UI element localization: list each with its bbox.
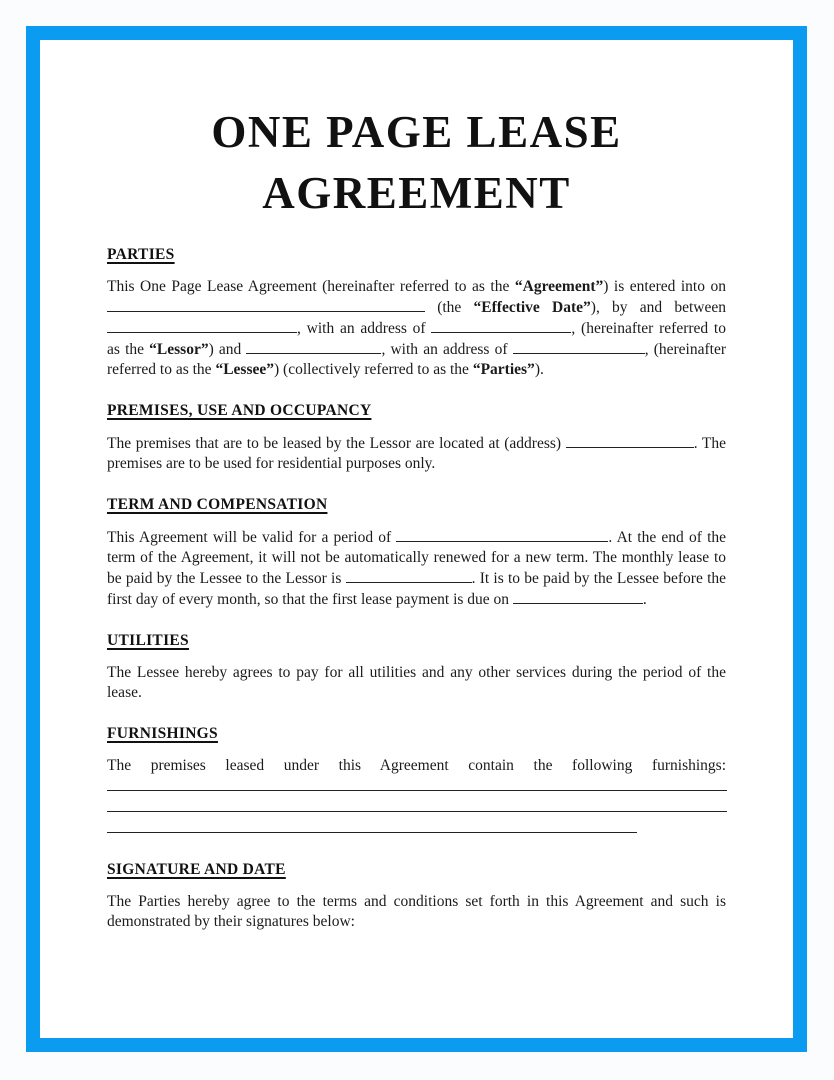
section-parties xyxy=(107,246,726,380)
section-utilities xyxy=(107,632,726,703)
bold-term: “Lessee” xyxy=(215,361,274,378)
paragraph: This One Page Lease Agreement (hereinafter referred to as the “Agreement”) is entered into on (the “Effective Date”), by and between , with an address of , (hereinafter referred to as the “Lessor”) and , with an address of , (hereinafter referred to as the “Lessee”) (collectively referred to as the “Parties”). xyxy=(107,278,726,378)
bold-term: “Lessor” xyxy=(149,341,209,358)
document-title-line1: ONE PAGE LEASE xyxy=(211,107,622,157)
paragraph: This Agreement will be valid for a period of . At the end of the term of the Agreement, it will not be automatically renewed for a new term. The monthly lease to be paid by the Lessee to the Lessor is . It is to be paid by the Lessee before the first day of every month, so that the first lease payment is due on . xyxy=(107,529,727,608)
blank-field xyxy=(107,776,727,791)
section-heading-parties: PARTIES xyxy=(107,246,175,263)
document-page xyxy=(26,26,807,1052)
blank-field xyxy=(566,433,694,448)
blank-field xyxy=(431,318,571,333)
paragraph: The Lessee hereby agrees to pay for all utilities and any other services during the period of the lease. xyxy=(107,664,726,701)
blank-field xyxy=(346,568,472,583)
paragraph: The Parties hereby agree to the terms and conditions set forth in this Agreement and such is demonstrated by their signatures below: xyxy=(107,893,726,930)
section-term xyxy=(107,496,726,610)
section-signature xyxy=(107,861,726,932)
blank-field xyxy=(513,339,645,354)
sections-container xyxy=(107,246,726,932)
document-title-line2: AGREEMENT xyxy=(262,168,571,218)
blank-field xyxy=(107,797,727,812)
section-heading-term: TERM AND COMPENSATION xyxy=(107,496,328,513)
section-furnishings xyxy=(107,725,726,839)
section-heading-signature: SIGNATURE AND DATE xyxy=(107,861,286,878)
bold-term: “Parties” xyxy=(472,361,535,378)
document-title xyxy=(107,102,726,224)
blank-field xyxy=(107,318,297,333)
blank-field xyxy=(107,297,425,312)
section-heading-furnishings: FURNISHINGS xyxy=(107,725,218,742)
blank-field xyxy=(396,527,608,542)
blank-field xyxy=(513,589,643,604)
bold-term: “Effective Date” xyxy=(473,299,591,316)
paragraph: The premises that are to be leased by the Lessor are located at (address) . The premises are to be used for residential purposes only. xyxy=(107,435,726,472)
bold-term: “Agreement” xyxy=(514,278,604,295)
blank-field xyxy=(107,818,637,833)
document-content xyxy=(40,40,793,932)
section-heading-utilities: UTILITIES xyxy=(107,632,189,649)
paragraph: The premises leased under this Agreement contain the following furnishings: xyxy=(107,756,726,839)
section-premises xyxy=(107,402,726,474)
blank-field xyxy=(246,339,381,354)
section-heading-premises: PREMISES, USE AND OCCUPANCY xyxy=(107,402,372,419)
